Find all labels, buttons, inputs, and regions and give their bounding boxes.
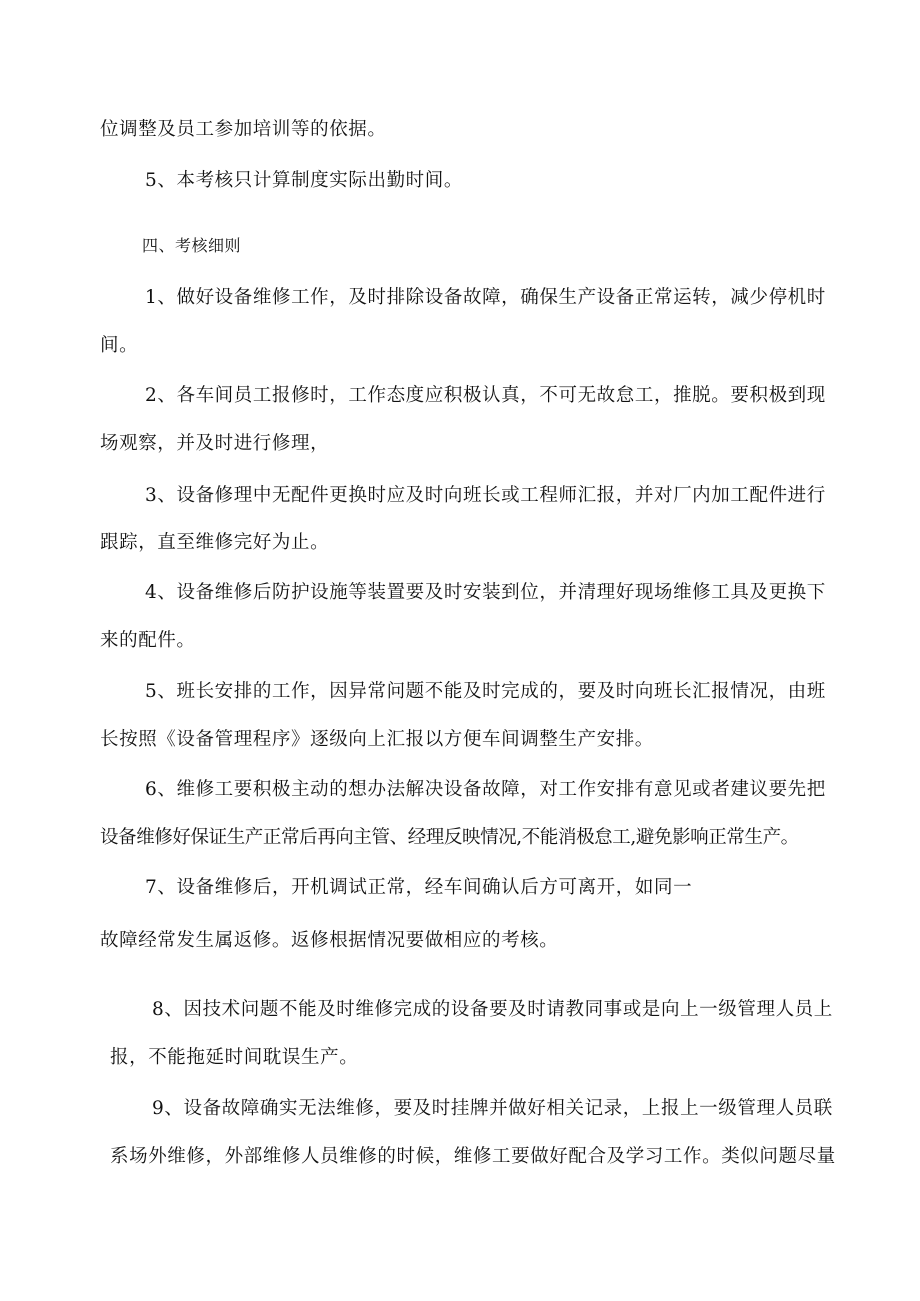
- text-line: 来的配件。: [100, 630, 196, 651]
- text-line: 系场外维修，外部维修人员维修的时候，维修工要做好配合及学习工作。类似问题尽量: [110, 1146, 836, 1167]
- text-line: 5、本考核只计算制度实际出勤时间。: [145, 170, 463, 191]
- text-line: 跟踪，直至维修完好为止。: [100, 532, 330, 553]
- text-line: 5、班长安排的工作，因异常问题不能及时完成的，要及时向班长汇报情况，由班: [145, 681, 826, 702]
- text-line: 8、因技术问题不能及时维修完成的设备要及时请教同事或是向上一级管理人员上: [152, 999, 833, 1020]
- text-line: 9、设备故障确实无法维修，要及时挂牌并做好相关记录，上报上一级管理人员联: [152, 1098, 833, 1119]
- text-line: 7、设备维修后，开机调试正常，经车间确认后方可离开，如同一: [145, 877, 693, 898]
- section-heading: 四、考核细则: [142, 236, 242, 255]
- text-line: 4、设备维修后防护设施等装置要及时安装到位，并清理好现场维修工具及更换下: [145, 582, 826, 603]
- text-line: 3、设备修理中无配件更换时应及时向班长或工程师汇报，并对厂内加工配件进行: [145, 485, 826, 506]
- text-line: 设备维修好保证生产正常后再向主管、经理反映情况,不能消极怠工,避免影响正常生产。: [100, 827, 799, 848]
- text-line: 1、做好设备维修工作，及时排除设备故障，确保生产设备正常运转，减少停机时: [145, 287, 826, 308]
- text-line: 6、维修工要积极主动的想办法解决设备故障，对工作安排有意见或者建议要先把: [145, 779, 826, 800]
- text-line: 位调整及员工参加培训等的依据。: [100, 119, 387, 140]
- text-line: 场观察，并及时进行修理，: [100, 433, 330, 454]
- text-line: 2、各车间员工报修时，工作态度应积极认真，不可无故怠工，推脱。要积极到现: [145, 385, 826, 406]
- text-line: 故障经常发生属返修。返修根据情况要做相应的考核。: [100, 930, 559, 951]
- text-line: 报，不能拖延时间耽误生产。: [110, 1047, 359, 1068]
- text-line: 间。: [100, 335, 139, 356]
- text-line: 长按照《设备管理程序》逐级向上汇报以方便车间调整生产安排。: [100, 729, 654, 750]
